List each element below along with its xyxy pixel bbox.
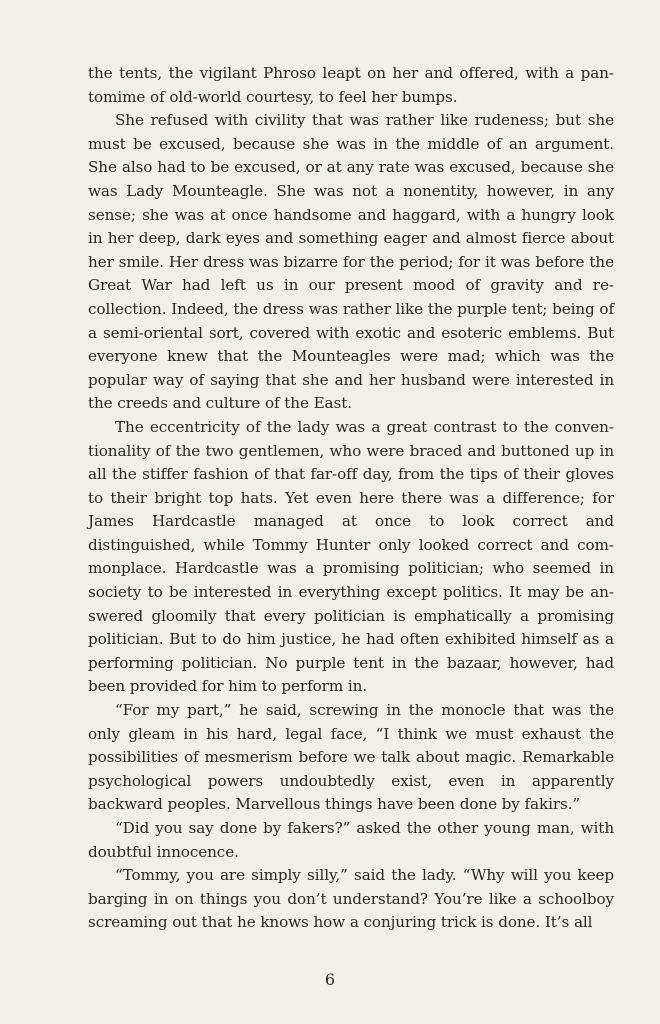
paragraph: The eccentricity of the lady was a great contrast to the conventionality of the two gentlemen, who were braced and buttoned up in all the stiffer fashion of that far-off day, from the tips of their gloves to their bright top hats. Yet even here there was a difference; for James Hardcastle managed at once to look correct and distinguished, while Tommy Hunter only looked correct and commonplace. Hardcastle was a promising politician; who seemed in society to be interested in everything except politics. It may be answered gloomily that every politician is emphatically a promising politician. But to do him justice, he had often exhibited himself as a performing politician. No purple tent in the bazaar, however, had been provided for him to perform in. xyxy=(88,417,614,696)
paragraph: She refused with civility that was rather like rudeness; but she must be excused, because she was in the middle of an argument. She also had to be excused, or at any rate was excused, because she was Lady Mounteagle. She was not a nonentity, however, in any sense; she was at once handsome and haggard, with a hungry look in her deep, dark eyes and something eager and almost fierce about her smile. Her dress was bizarre for the period; for it was before the Great War had left us in our present mood of gravity and recollection. Indeed, the dress was rather like the purple tent; being of a semi-oriental sort, covered with exotic and esoteric emblems. But everyone knew that the Mounteagles were mad; which was the popular way of saying that she and her husband were interested in the creeds and culture of the East. xyxy=(88,111,614,413)
paragraph: “Did you say done by fakers?” asked the other young man, with doubtful innocence. xyxy=(88,819,614,861)
body-text xyxy=(88,62,614,935)
page-number: 6 xyxy=(324,970,336,989)
paragraph: “Tommy, you are simply silly,” said the lady. “Why will you keep barging in on things you don’t understand? You’re like a schoolboy screaming out that he knows how a conjuring trick is done. It’s all xyxy=(88,866,614,932)
paragraph-continued: the tents, the vigilant Phroso leapt on her and offered, with a pantomime of old-world courtesy, to feel her bumps. xyxy=(88,64,614,106)
paragraph: “For my part,” he said, screwing in the monocle that was the only gleam in his hard, legal face, “I think we must exhaust the possibilities of mesmerism before we talk about magic. Remarkable psychological powers undoubtedly exist, even in apparently backward peoples. Marvellous things have been done by fakirs.” xyxy=(88,701,614,814)
